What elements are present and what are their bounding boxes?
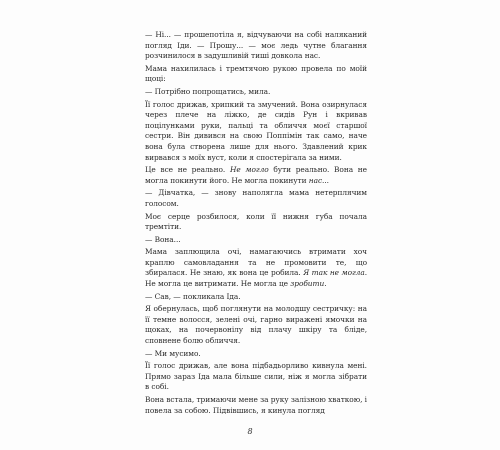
text-run: Її голос дрижав, але вона підбадьорливо кивнула мені. Прямо зараз Іда мала більше сили, ніж я могла зібрати в собі. (145, 361, 367, 392)
italic-text: зробити (290, 279, 325, 289)
body-text (145, 30, 367, 416)
text-run: Це все не реально. (145, 165, 230, 175)
paragraph (145, 304, 367, 346)
text-run: Її голос дрижав, хрипкий та змучений. Вона озирнулася через плече на ліжко, де сидів Рун і вкривав поцілунками руки, пальці та обличчя моєї старшої сестри. Він дивився на свою Поппімін так само, наче вона була створена лише для нього. Здавлений крик вирвався з моїх вуст, коли я спостерігала за ними. (145, 99, 367, 162)
text-run: Мама нахилилась і тремтячою рукою провела по моїй щоці: (145, 63, 367, 84)
paragraph (145, 395, 367, 416)
paragraph (145, 188, 367, 209)
paragraph (145, 100, 367, 164)
text-run: — Сав, — покликала Іда. (145, 291, 241, 301)
text-run: . Не могла це витримати. Не могла це (145, 268, 368, 289)
text-run: — Дівчатка, — знову наполягла мама нетерплячим голосом. (145, 188, 367, 208)
italic-text: Не могло (229, 165, 269, 175)
text-run: Мама заплющила очі, намагаючись втримати хоч краплю самовладання та не промовити те, що збиралася. Не знаю, як вона це робила. (145, 247, 367, 278)
page-number: 8 (247, 427, 253, 436)
paragraph (145, 212, 367, 233)
text-run: — Ми мусимо. (145, 348, 201, 358)
paragraph (145, 235, 367, 246)
italic-text: нас (308, 175, 323, 185)
paragraph (145, 361, 367, 393)
text-run: — Потрібно попрощатись, мила. (145, 86, 271, 96)
text-run: бути реально. Вона не могла покинути його. Не могла покинути (145, 165, 367, 185)
paragraph (145, 247, 367, 289)
text-run: — Ні... — прошепотіла я, відчуваючи на собі наляканий погляд Іди. — Прошу... — моє ледь чутне благання розчинилося в задушливій тиші довкола нас. (145, 30, 367, 61)
paragraph (145, 165, 367, 186)
text-run: Моє серце розбилося, коли її нижня губа почала тремтіти. (145, 211, 367, 232)
paragraph (145, 292, 367, 303)
text-run: . (324, 279, 327, 289)
paragraph (145, 349, 367, 360)
text-run: Вона встала, тримаючи мене за руку залізною хваткою, і повела за собою. Підвівшись, я кинула погляд (145, 395, 367, 415)
paragraph (145, 30, 367, 62)
text-run: ... (322, 175, 329, 185)
text-run: Я обернулась, щоб поглянути на молодшу сестричку: на її темне волосся, зелені очі, гарно виражені ямочки на щоках, на почервонілу від плачу шкіру та бліде, сповнене болю обличчя. (145, 304, 367, 346)
paragraph (145, 87, 367, 98)
italic-text: Я так не могла (303, 268, 365, 278)
text-run: — Вона... (145, 234, 181, 244)
paragraph (145, 64, 367, 85)
